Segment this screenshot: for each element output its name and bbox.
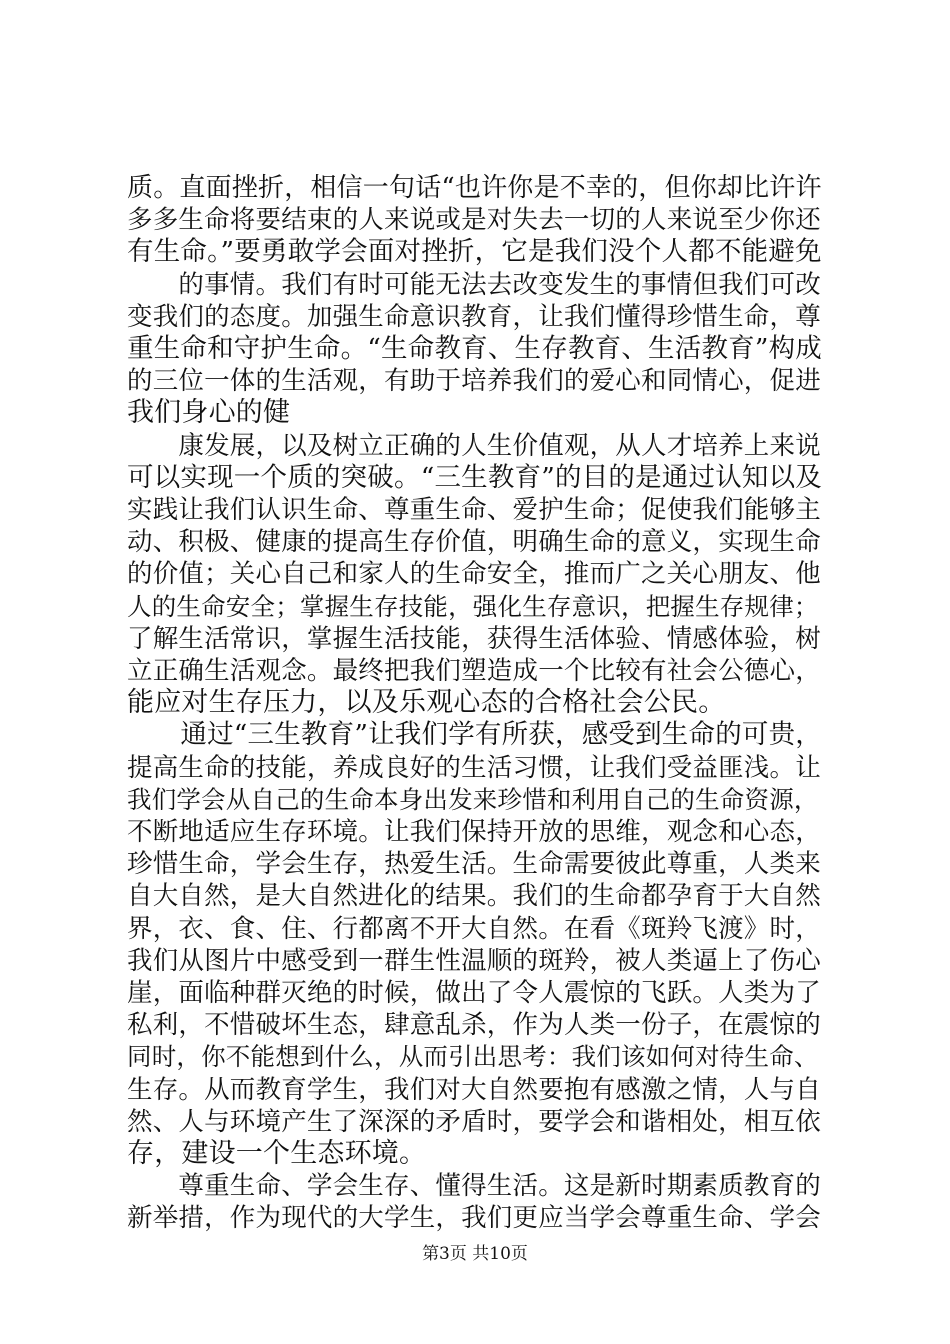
text-line: 可以实现一个质的突破。“三生教育”的目的是通过认知以及 (127, 461, 822, 493)
text-line: 我们从图片中感受到一群生性温顺的斑羚，被人类逼上了伤心 (127, 945, 821, 976)
text-line: 康发展，以及树立正确的人生价值观，从人才培养上来说 (127, 430, 821, 461)
text-line: 珍惜生命，学会生存，热爱生活。生命需要彼此尊重，人类来 (127, 849, 821, 880)
text-line: 生存。从而教育学生，我们对大自然要抱有感激之情，人与自 (127, 1074, 821, 1105)
text-line: 然、人与环境产生了深深的矛盾时，要学会和谐相处，相互依 (127, 1106, 821, 1137)
text-line: 能应对生存压力，以及乐观心态的合格社会公民。 (127, 687, 726, 719)
text-line: 立正确生活观念。最终把我们塑造成一个比较有社会公德心， (127, 656, 821, 686)
text-line: 有生命。”要勇敢学会面对挫折，它是我们没个人都不能避免 (127, 236, 822, 268)
text-line: 自大自然，是大自然进化的结果。我们的生命都孕育于大自然 (127, 881, 821, 912)
text-line: 实践让我们认识生命、尊重生命、爱护生命；促使我们能够主 (127, 495, 821, 525)
text-line: 我们学会从自己的生命本身出发来珍惜和利用自己的生命资源， (127, 784, 819, 814)
page-footer: 第3页 共10页 (422, 1244, 528, 1264)
text-line: 了解生活常识，掌握生活技能，获得生活体验、情感体验，树 (127, 623, 821, 654)
text-line: 变我们的态度。加强生命意识教育，让我们懂得珍惜生命，尊 (127, 301, 821, 332)
text-line: 新举措，作为现代的大学生，我们更应当学会尊重生命、学会 (127, 1203, 821, 1234)
text-line: 界，衣、食、住、行都离不开大自然。在看《斑羚飞渡》时， (127, 913, 821, 944)
text-line: 我们身心的健 (127, 397, 291, 429)
text-line: 存，建设一个生态环境。 (127, 1138, 427, 1169)
text-line: 通过“三生教育”让我们学有所获，感受到生命的可贵， (127, 719, 822, 751)
text-line: 动、积极、健康的提高生存价值，明确生命的意义，实现生命 (127, 527, 821, 558)
text-line: 私利，不惜破坏生态，肆意乱杀，作为人类一份子，在震惊的 (127, 1010, 821, 1041)
text-line: 同时，你不能想到什么，从而引出思考：我们该如何对待生命、 (127, 1042, 819, 1072)
text-line: 不断地适应生存环境。让我们保持开放的思维，观念和心态， (127, 817, 821, 847)
text-line: 多多生命将要结束的人来说或是对失去一切的人来说至少你还 (127, 205, 821, 236)
text-line: 重生命和守护生命。“生命教育、生存教育、生活教育”构成 (127, 333, 822, 364)
text-line: 质。直面挫折，相信一句话“也许你是不幸的，但你却比许许 (127, 173, 822, 203)
text-line: 尊重生命、学会生存、懂得生活。这是新时期素质教育的 (127, 1171, 821, 1202)
text-line: 人的生命安全；掌握生存技能，强化生存意识，把握生存规律； (127, 591, 819, 621)
text-line: 的三位一体的生活观，有助于培养我们的爱心和同情心，促进 (127, 366, 821, 397)
text-line: 提高生命的技能，养成良好的生活习惯，让我们受益匪浅。让 (127, 752, 821, 783)
text-line: 的价值；关心自己和家人的生命安全，推而广之关心朋友、他 (127, 559, 821, 590)
text-line: 崖，面临种群灭绝的时候，做出了令人震惊的飞跃。人类为了 (127, 978, 821, 1008)
text-line: 的事情。我们有时可能无法去改变发生的事情但我们可改 (127, 269, 821, 300)
